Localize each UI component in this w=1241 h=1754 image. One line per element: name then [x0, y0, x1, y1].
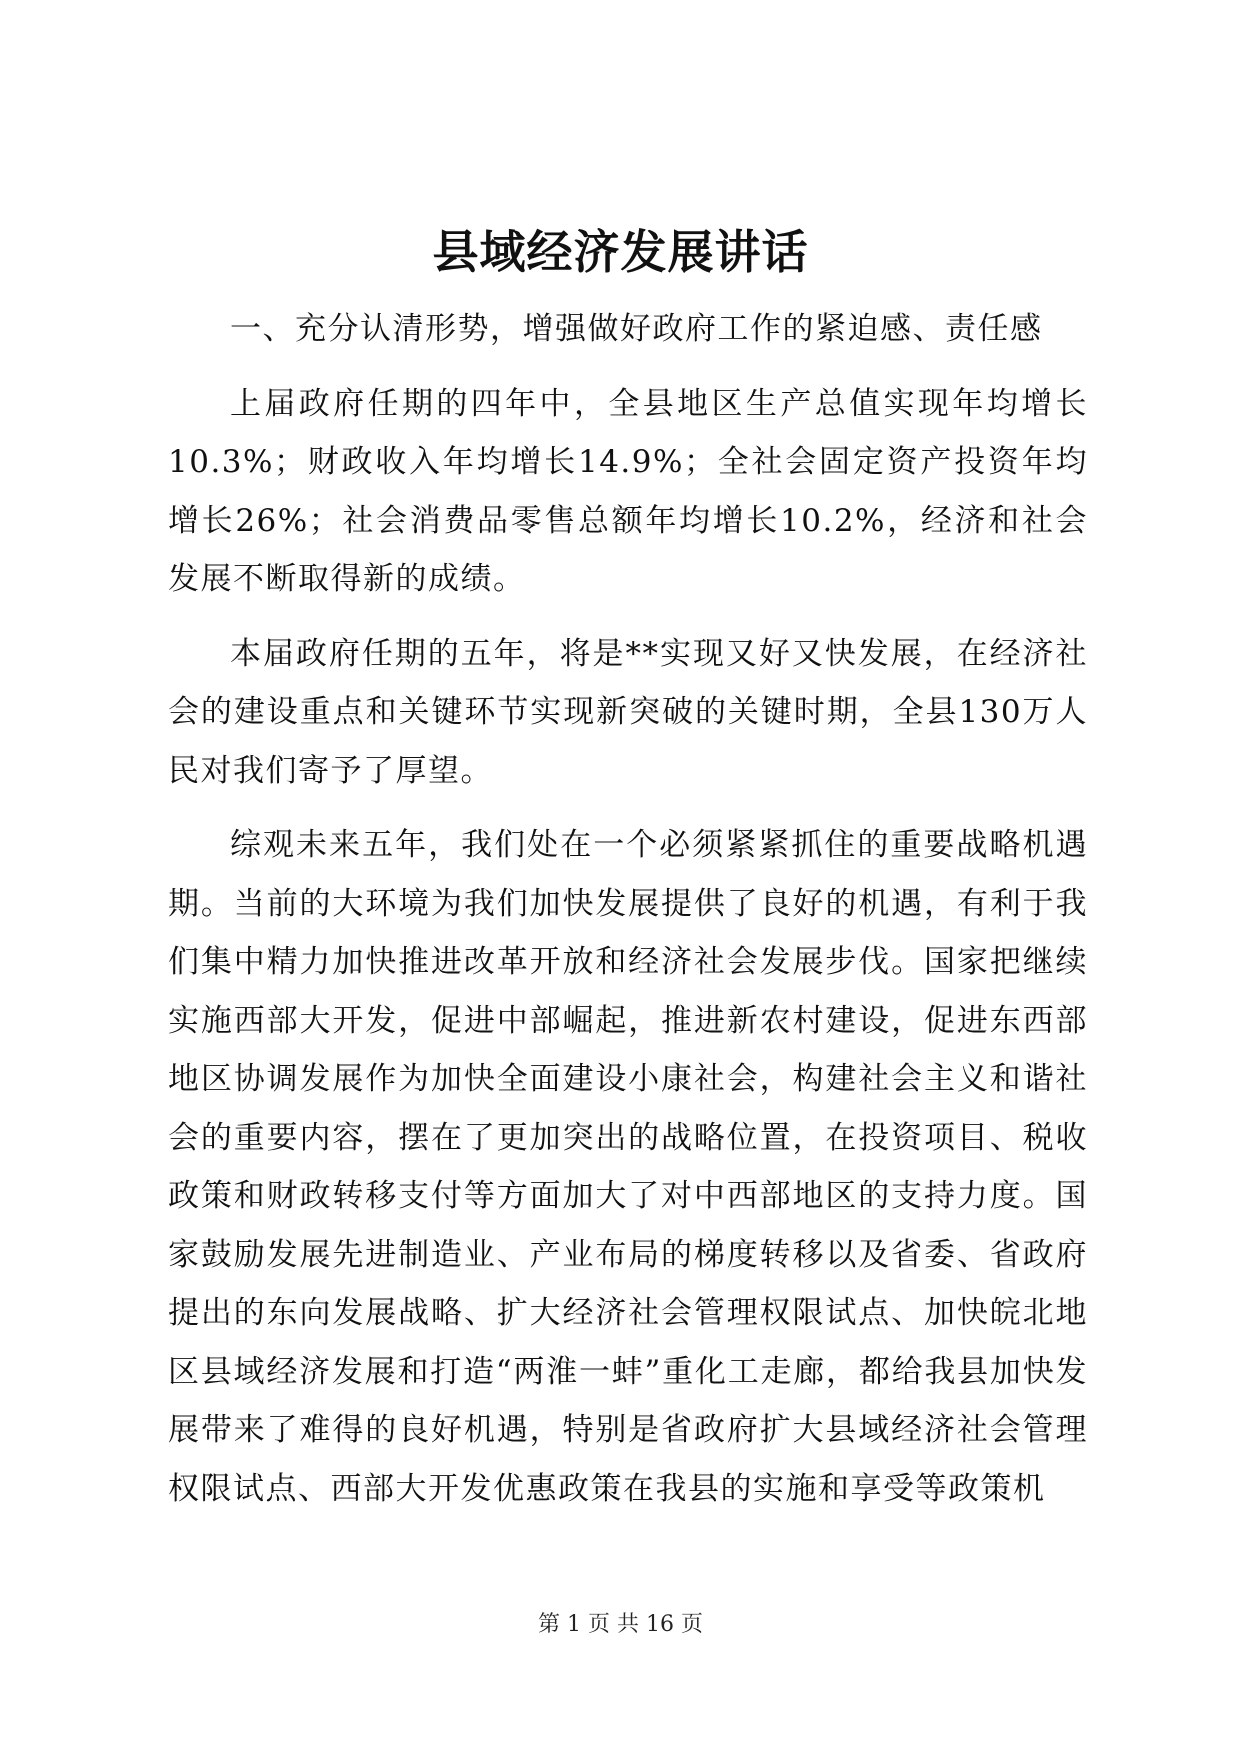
- paragraph: 综观未来五年，我们处在一个必须紧紧抓住的重要战略机遇期。当前的大环境为我们加快发展提供了良好的机遇，有利于我们集中精力加快推进改革开放和经济社会发展步伐。国家把继续实施西部大开发，促进中部崛起，推进新农村建设，促进东西部地区协调发展作为加快全面建设小康社会，构建社会主义和谐社会的重要内容，摆在了更加突出的战略位置，在投资项目、税收政策和财政转移支付等方面加大了对中西部地区的支持力度。国家鼓励发展先进制造业、产业布局的梯度转移以及省委、省政府提出的东向发展战略、扩大经济社会管理权限试点、加快皖北地区县域经济发展和打造“两淮一蚌”重化工走廊，都给我县加快发展带来了难得的良好机遇，特别是省政府扩大县域经济社会管理权限试点、西部大开发优惠政策在我县的实施和享受等政策机: [168, 827, 1088, 1507]
- section-heading: 一、充分认清形势，增强做好政府工作的紧迫感、责任感: [230, 311, 1043, 347]
- paragraph: 上届政府任期的四年中，全县地区生产总值实现年均增长10.3%；财政收入年均增长14.9%；全社会固定资产投资年均增长26%；社会消费品零售总额年均增长10.2%，经济和社会发展不断取得新的成绩。: [168, 385, 1088, 597]
- page-number-footer: 第 1 页 共 16 页: [538, 1612, 703, 1637]
- document-title: 县域经济发展讲话: [432, 225, 809, 279]
- paragraph: 本届政府任期的五年，将是**实现又好又快发展，在经济社会的建设重点和关键环节实现新突破的关键时期，全县130万人民对我们寄予了厚望。: [168, 635, 1088, 789]
- document-body: [168, 300, 1088, 1534]
